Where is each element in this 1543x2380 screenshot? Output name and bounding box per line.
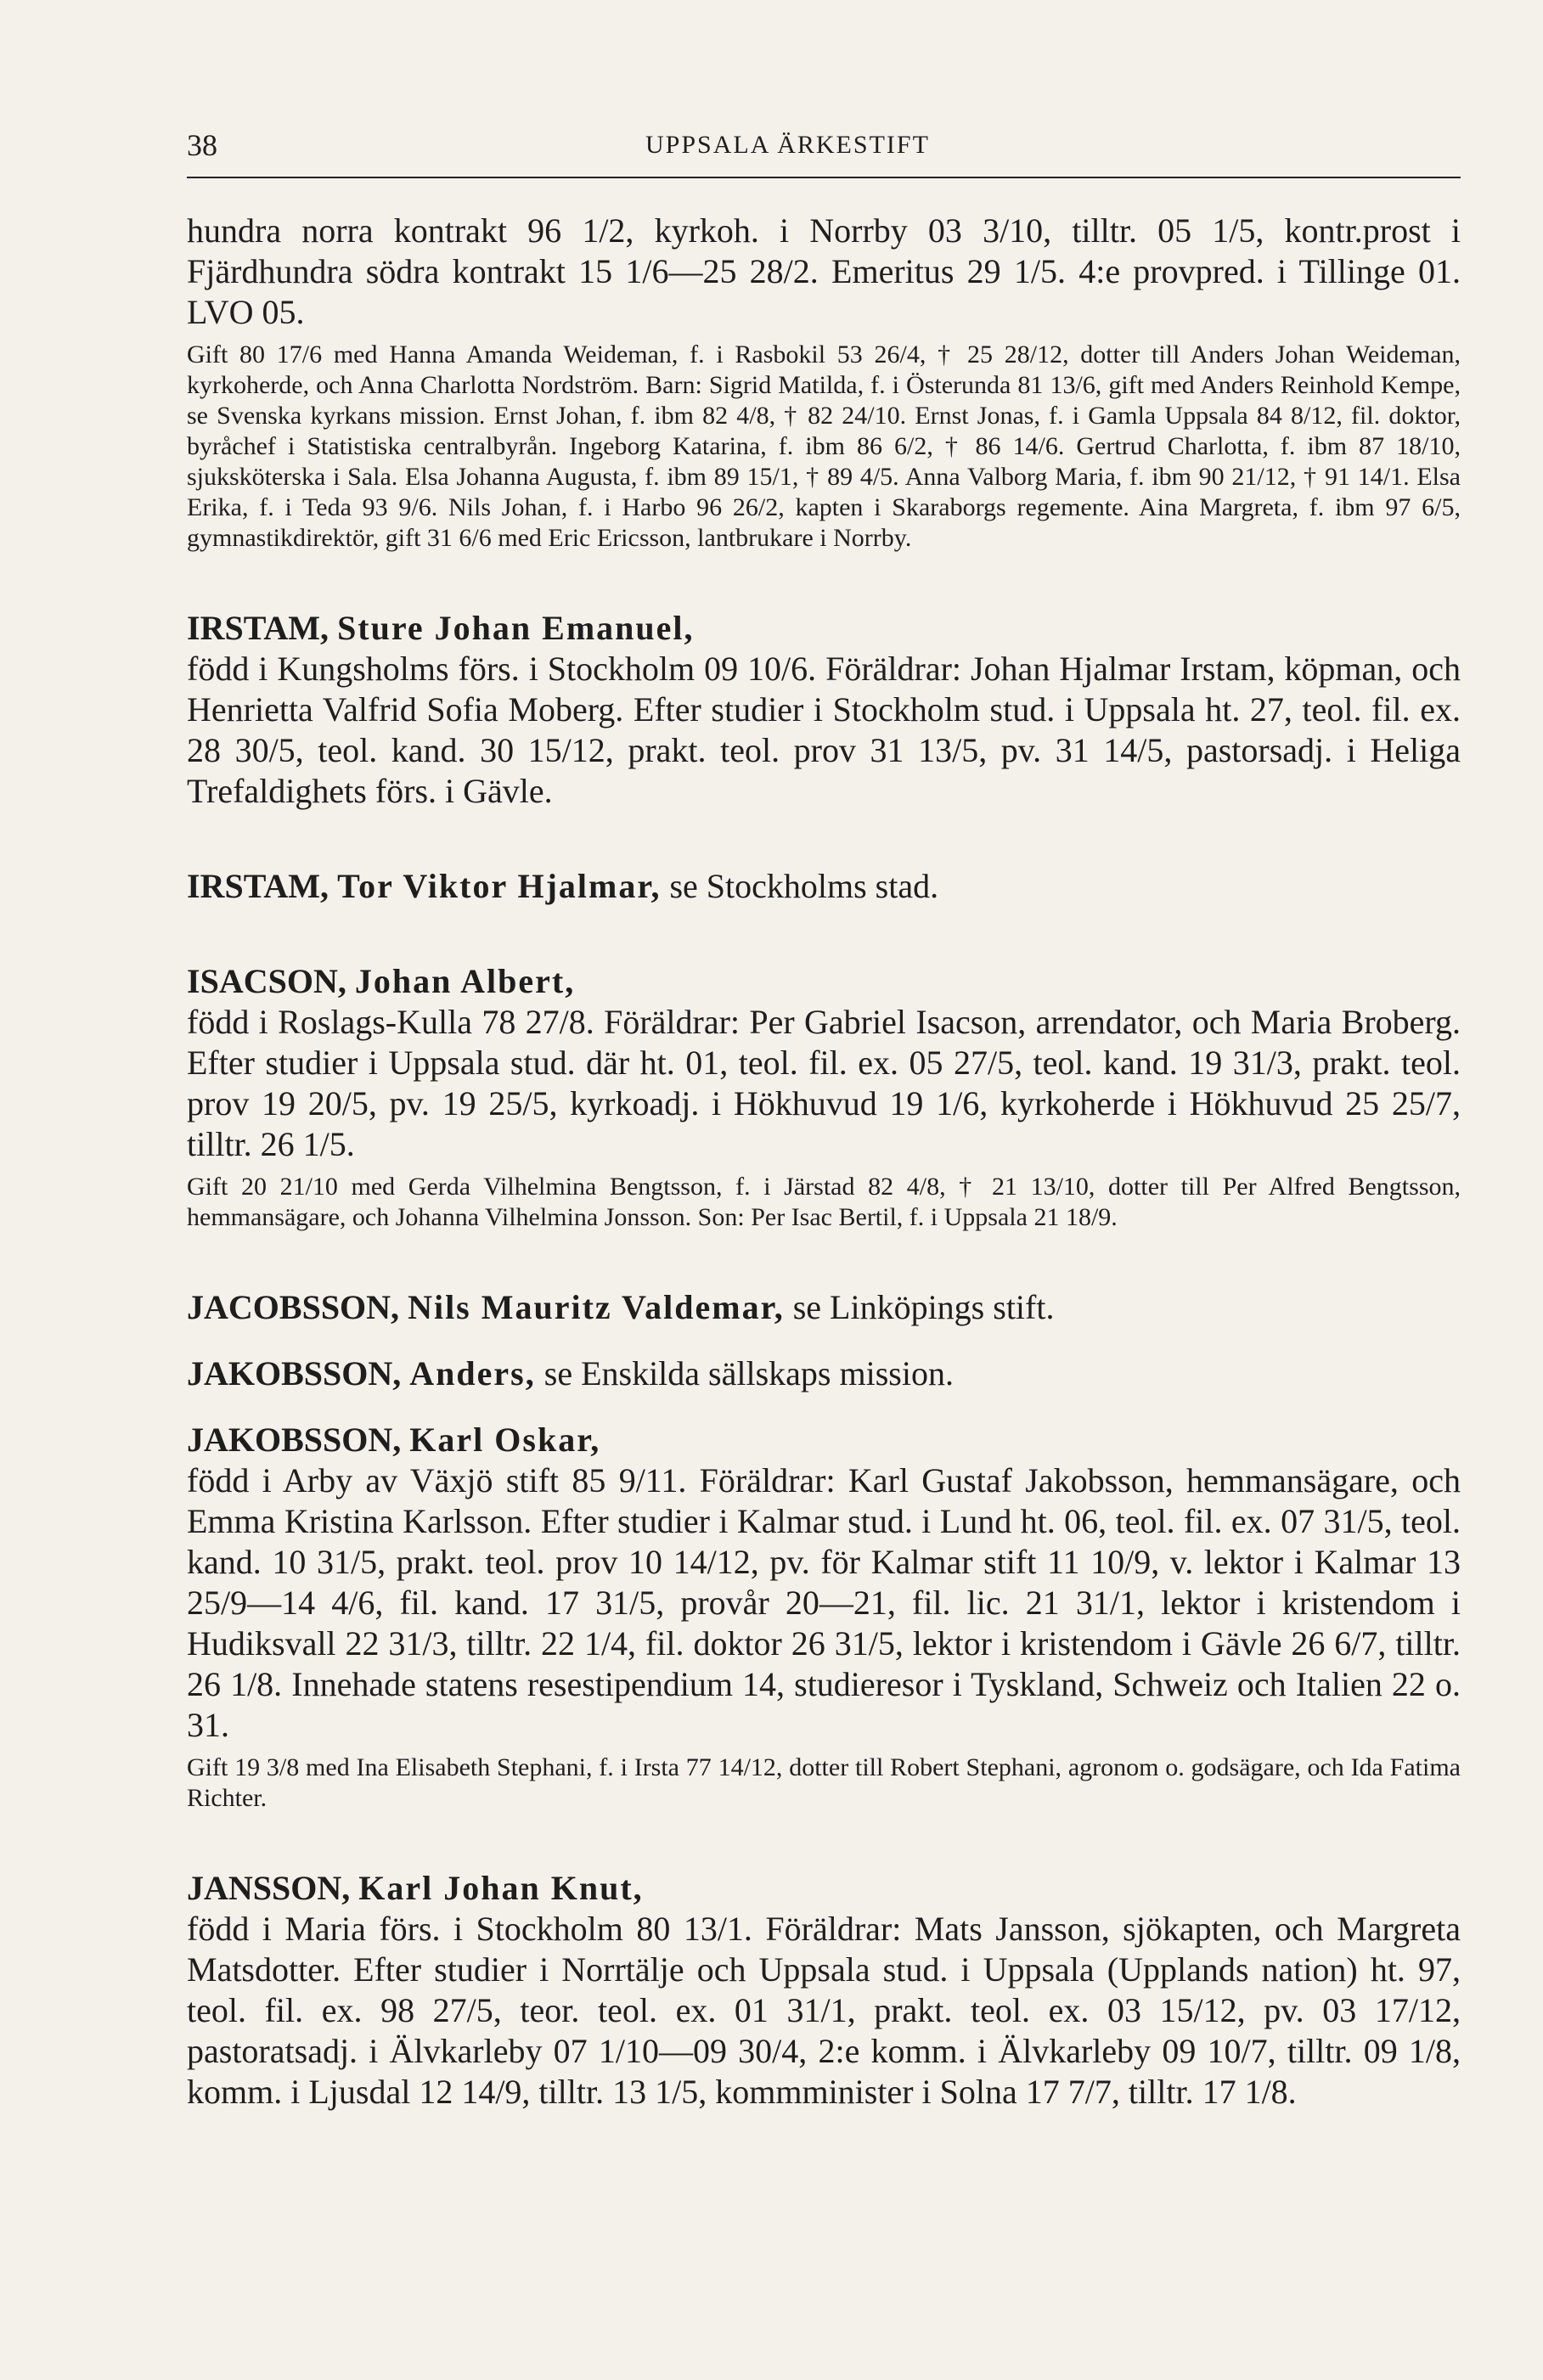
entry-given-names: Johan Albert, — [354, 962, 576, 1000]
entry-reference: se Linköpings stift. — [792, 1288, 1055, 1326]
entry-given-names: Karl Oskar, — [409, 1421, 601, 1459]
entry-heading — [187, 1287, 1461, 1328]
entry-given-names: Anders, — [409, 1354, 536, 1393]
body-text — [187, 211, 1461, 2113]
running-head — [187, 127, 1461, 170]
entry-heading — [187, 961, 1461, 1002]
entry-bio: född i Roslags-Kulla 78 27/8. Föräldrar: Per Gabriel Isacson, arrendator, och Maria Broberg. Efter studier i Uppsala stud. där ht. 01, teol. fil. ex. 05 27/5, teol. kand. 19 31/3, prakt. teol. prov 19 20/5, pv. 19 25/5, kyrkoadj. i Hökhuvud 19 1/6, kyrkoherde i Hökhuvud 25 25/7, tilltr. 26 1/5. — [187, 1003, 1461, 1163]
entry-given-names: Nils Mauritz Valdemar, — [408, 1288, 785, 1326]
running-title: UPPSALA ÄRKESTIFT — [645, 131, 930, 159]
entry-surname: ISACSON, — [187, 962, 346, 1000]
entry-family: Gift 19 3/8 med Ina Elisabeth Stephani, f. i Irsta 77 14/12, dotter till Robert Stephani, agronom o. godsägare, och Ida Fatima Richter. — [187, 1753, 1461, 1812]
entry-surname: JAKOBSSON, — [187, 1421, 402, 1459]
entry-jansson-karl — [187, 1868, 1461, 2113]
entry-reference: se Stockholms stad. — [669, 867, 939, 905]
entry-surname: JACOBSSON, — [187, 1288, 400, 1326]
entry-jakobsson-anders — [187, 1353, 1461, 1394]
entry-given-names: Tor Viktor Hjalmar, — [337, 867, 662, 905]
continued-entry — [187, 211, 1461, 554]
entry-bio: född i Maria förs. i Stockholm 80 13/1. Föräldrar: Mats Jansson, sjökapten, och Margreta Matsdotter. Efter studier i Norrtälje och Uppsala stud. i Uppsala (Upplands nation) ht. 97, teol. fil. ex. 98 27/5, teor. teol. ex. 01 31/1, prakt. teol. ex. 03 15/12, pv. 03 17/12, pastoratsadj. i Älvkarleby 07 1/10—09 30/4, 2:e komm. i Älvkarleby 09 10/7, tilltr. 09 1/8, komm. i Ljusdal 12 14/9, tilltr. 13 1/5, kommminister i Solna 17 7/7, tilltr. 17 1/8. — [187, 1910, 1461, 2111]
entry-given-names: Karl Johan Knut, — [358, 1869, 644, 1907]
entry-surname: IRSTAM, — [187, 867, 329, 905]
entry-irstam-tor — [187, 866, 1461, 907]
continued-bio: hundra norra kontrakt 96 1/2, kyrkoh. i Norrby 03 3/10, tilltr. 05 1/5, kontr.prost i Fjärdhundra södra kontrakt 15 1/6—25 28/2. Emeritus 29 1/5. 4:e provpred. i Tillinge 01. LVO 05. — [187, 211, 1461, 331]
entry-irstam-sture — [187, 608, 1461, 812]
entry-heading — [187, 1868, 1461, 1909]
continued-family: Gift 80 17/6 med Hanna Amanda Weideman, f. i Rasbokil 53 26/4, † 25 28/12, dotter till Anders Johan Weideman, kyrkoherde, och Anna Charlotta Nordström. Barn: Sigrid Matilda, f. i Österunda 81 13/6, gift med Anders Reinhold Kempe, se Svenska kyrkans mission. Ernst Johan, f. ibm 82 4/8, † 82 24/10. Ernst Jonas, f. i Gamla Uppsala 84 8/12, fil. doktor, byråchef i Statistiska centralbyrån. Ingeborg Katarina, f. ibm 86 6/2, † 86 14/6. Gertrud Charlotta, f. ibm 87 18/10, sjuksköterska i Sala. Elsa Johanna Augusta, f. ibm 89 15/1, † 89 4/5. Anna Valborg Maria, f. ibm 90 21/12, † 91 14/1. Elsa Erika, f. i Teda 93 9/6. Nils Johan, f. i Harbo 96 26/2, kapten i Skaraborgs regemente. Aina Margreta, f. ibm 97 6/5, gymnastikdirektör, gift 31 6/6 med Eric Ericsson, lantbrukare i Norrby. — [187, 340, 1461, 552]
entry-jacobsson-nils — [187, 1287, 1461, 1328]
entry-heading — [187, 866, 1461, 907]
entry-heading — [187, 1353, 1461, 1394]
page-number: 38 — [187, 128, 217, 162]
entry-heading — [187, 608, 1461, 649]
entry-isacson-johan — [187, 961, 1461, 1233]
entry-given-names: Sture Johan Emanuel, — [337, 609, 695, 647]
entry-surname: JAKOBSSON, — [187, 1354, 402, 1393]
entry-surname: JANSSON, — [187, 1869, 351, 1907]
entry-bio: född i Arby av Växjö stift 85 9/11. Föräldrar: Karl Gustaf Jakobsson, hemmansägare, och Emma Kristina Karlsson. Efter studier i Kalmar stud. i Lund ht. 06, teol. fil. ex. 07 31/5, teol. kand. 10 31/5, prakt. teol. prov 10 14/12, pv. för Kalmar stift 11 10/9, v. lektor i Kalmar 13 25/9—14 4/6, fil. kand. 17 31/5, provår 20—21, fil. lic. 21 31/1, lektor i kristendom i Hudiksvall 22 31/3, tilltr. 22 1/4, fil. doktor 26 31/5, lektor i kristendom i Gävle 26 6/7, tilltr. 26 1/8. Innehade statens resestipendium 14, studieresor i Tyskland, Schweiz och Italien 22 o. 31. — [187, 1461, 1461, 1744]
header-rule — [187, 177, 1461, 178]
entry-jakobsson-karl — [187, 1420, 1461, 1814]
entry-surname: IRSTAM, — [187, 609, 329, 647]
entry-heading — [187, 1420, 1461, 1460]
entry-family: Gift 20 21/10 med Gerda Vilhelmina Bengtsson, f. i Järstad 82 4/8, † 21 13/10, dotter till Per Alfred Bengtsson, hemmansägare, och Johanna Vilhelmina Jonsson. Son: Per Isac Bertil, f. i Uppsala 21 18/9. — [187, 1173, 1461, 1231]
entry-bio: född i Kungsholms förs. i Stockholm 09 10/6. Föräldrar: Johan Hjalmar Irstam, köpman, och Henrietta Valfrid Sofia Moberg. Efter studier i Stockholm stud. i Uppsala ht. 27, teol. fil. ex. 28 30/5, teol. kand. 30 15/12, prakt. teol. prov 31 13/5, pv. 31 14/5, pastorsadj. i Heliga Trefaldighets förs. i Gävle. — [187, 650, 1461, 810]
entry-reference: se Enskilda sällskaps mission. — [543, 1354, 954, 1393]
page — [187, 127, 1461, 2111]
